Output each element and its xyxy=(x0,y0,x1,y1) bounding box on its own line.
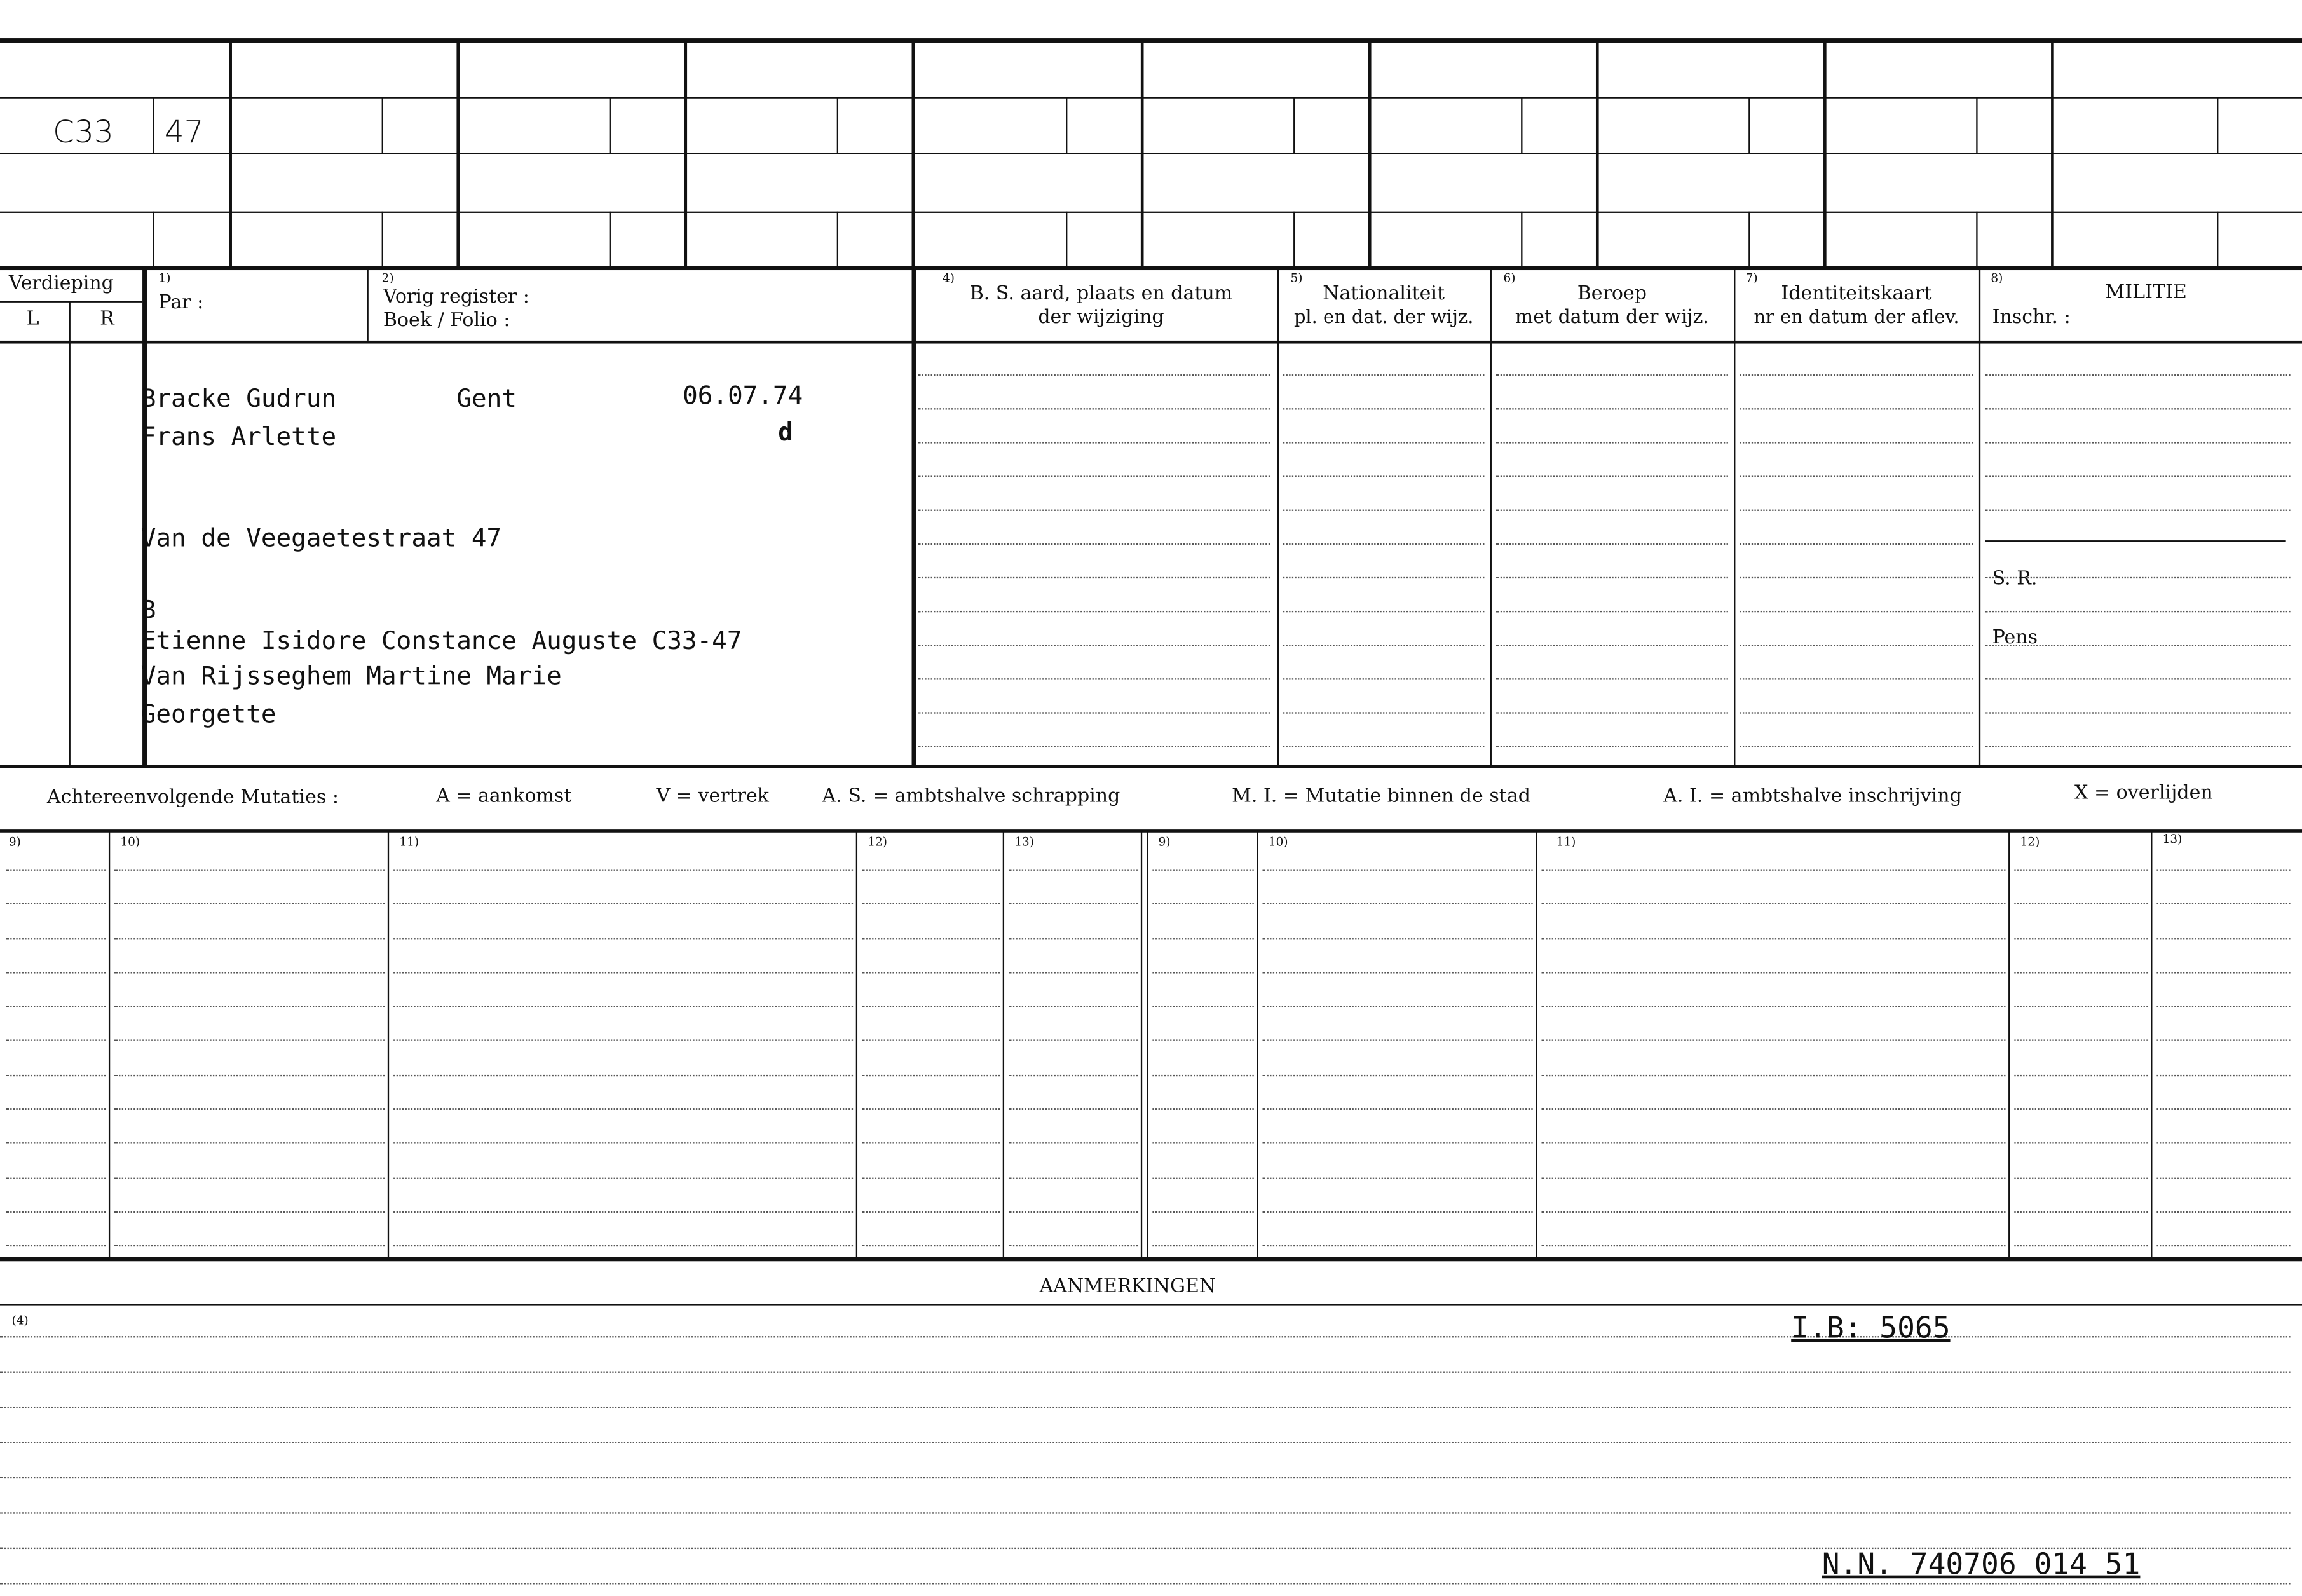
mut-center-double-line xyxy=(1141,831,1142,1257)
ruled-line xyxy=(2014,903,2148,904)
top-grid-sub-line xyxy=(610,97,611,153)
ruled-line xyxy=(114,870,385,871)
record-address: Van de Veegaetestraat 47 xyxy=(140,524,502,554)
ruled-line xyxy=(6,1039,106,1040)
ruled-line xyxy=(1152,870,1253,871)
legend-mutatie: M. I. = Mutatie binnen de stad xyxy=(1232,785,1530,808)
ruled-line xyxy=(6,1142,106,1143)
ruled-line xyxy=(1009,1006,1138,1007)
record-line1-date: 06.07.74 xyxy=(683,381,803,411)
ruled-line xyxy=(862,1245,1000,1246)
ruled-line xyxy=(1496,746,1728,747)
mut-col-line xyxy=(109,831,110,1257)
remarks-title-line xyxy=(0,1304,2302,1305)
ruled-line xyxy=(2156,1039,2290,1040)
ruled-line xyxy=(1283,374,1484,376)
ruled-line xyxy=(0,1583,2291,1584)
ruled-line xyxy=(114,1178,385,1179)
top-grid-col-line xyxy=(912,41,915,266)
ruled-line xyxy=(393,1142,853,1143)
ruled-line xyxy=(1496,442,1728,443)
ruled-line xyxy=(1496,678,1728,679)
ruled-line xyxy=(1263,1039,1533,1040)
ruled-line xyxy=(0,1477,2291,1478)
mut-col-line xyxy=(856,831,857,1257)
ruled-line xyxy=(2156,1178,2290,1179)
ruled-line xyxy=(2156,1108,2290,1110)
ruled-line xyxy=(1542,1108,2006,1110)
ruled-line xyxy=(393,938,853,939)
militie-header: MILITIE xyxy=(2105,282,2187,304)
ruled-line xyxy=(1740,577,1973,578)
record-line1-name: Bracke Gudrun xyxy=(140,385,337,414)
ruled-line xyxy=(1985,678,2290,679)
ruled-line xyxy=(1496,543,1728,545)
ruled-line xyxy=(1009,1178,1138,1179)
ruled-line xyxy=(393,1211,853,1213)
mut-left-col-11: 11) xyxy=(399,835,419,849)
legend-overlijden: X = overlijden xyxy=(2074,782,2213,805)
ruled-line xyxy=(1985,746,2290,747)
ruled-line xyxy=(1740,510,1973,511)
ruled-line xyxy=(0,1372,2291,1373)
ruled-line xyxy=(1740,611,1973,612)
ruled-line xyxy=(2156,870,2290,871)
ruled-line xyxy=(0,1512,2291,1513)
header-col-line xyxy=(1277,266,1279,767)
ruled-line xyxy=(1009,972,1138,973)
ruled-line xyxy=(2156,1211,2290,1213)
ruled-line xyxy=(1740,475,1973,477)
ruled-line xyxy=(6,1108,106,1110)
ruled-line xyxy=(393,1245,853,1246)
record-bottom-line xyxy=(0,765,2302,768)
ruled-line xyxy=(393,870,853,871)
ruled-line xyxy=(1740,712,1973,713)
ruled-line xyxy=(114,938,385,939)
verdieping-label: Verdieping xyxy=(8,273,114,296)
ruled-line xyxy=(1283,712,1484,713)
top-grid-sub-line xyxy=(2217,97,2218,153)
ruled-line xyxy=(1263,1075,1533,1076)
ruled-line xyxy=(6,903,106,904)
ruled-line xyxy=(2014,972,2148,973)
ruled-line xyxy=(1152,1075,1253,1076)
ruled-line xyxy=(1152,1211,1253,1213)
top-grid-sub-line xyxy=(1976,97,1977,153)
mut-col-line xyxy=(1257,831,1258,1257)
mut-col-line xyxy=(388,831,389,1257)
ruled-line xyxy=(1542,903,2006,904)
remarks-number: (4) xyxy=(11,1314,29,1328)
top-grid-col-line xyxy=(153,97,154,153)
ruled-line xyxy=(1009,1075,1138,1076)
header-col-line xyxy=(69,301,71,767)
ruled-line xyxy=(862,1006,1000,1007)
col-number-2: 2) xyxy=(381,271,394,285)
ruled-line xyxy=(1152,903,1253,904)
ruled-line xyxy=(1009,1245,1138,1246)
ruled-line xyxy=(0,1407,2291,1408)
vorig-register-label: Vorig register : xyxy=(383,286,529,309)
top-grid-sub-line xyxy=(382,212,383,266)
ruled-line xyxy=(1152,1006,1253,1007)
top-grid-sub-line xyxy=(2217,212,2218,266)
ruled-line xyxy=(1740,442,1973,443)
ruled-line xyxy=(1263,870,1533,871)
boek-folio-label: Boek / Folio : xyxy=(383,310,510,332)
ruled-line xyxy=(1496,645,1728,646)
record-father: Etienne Isidore Constance Auguste C33-47 xyxy=(140,627,742,657)
top-grid-row-line xyxy=(0,97,2302,98)
ruled-line xyxy=(6,870,106,871)
ruled-line xyxy=(114,1006,385,1007)
ruled-line xyxy=(862,1075,1000,1076)
ruled-line xyxy=(2014,1142,2148,1143)
ruled-line xyxy=(1009,903,1138,904)
mutations-title: Achtereenvolgende Mutaties : xyxy=(46,787,339,809)
mut-col-line xyxy=(1536,831,1537,1257)
dossier-number: 47 xyxy=(164,114,204,150)
ruled-line xyxy=(1496,577,1728,578)
top-grid-sub-line xyxy=(1976,212,1977,266)
ruled-line xyxy=(918,746,1270,747)
ruled-line xyxy=(2156,972,2290,973)
top-grid-sub-line xyxy=(837,212,838,266)
top-grid-sub-line xyxy=(382,97,383,153)
ruled-line xyxy=(1263,1245,1533,1246)
header-top-border xyxy=(0,266,2302,270)
top-grid-col-line xyxy=(1596,41,1599,266)
mut-right-col-11: 11) xyxy=(1556,835,1576,849)
mut-left-col-12: 12) xyxy=(868,835,887,849)
ruled-line xyxy=(0,1442,2291,1443)
top-grid-row-line xyxy=(0,212,2302,213)
ruled-line xyxy=(6,1006,106,1007)
bs-header-line2: der wijziging xyxy=(1038,306,1164,329)
ruled-line xyxy=(1542,1075,2006,1076)
ruled-line xyxy=(1740,645,1973,646)
mut-col-line xyxy=(2008,831,2010,1257)
ruled-line xyxy=(2014,870,2148,871)
ruled-line xyxy=(918,510,1270,511)
record-letter: B xyxy=(140,596,156,626)
top-grid-col-line xyxy=(684,41,687,266)
mutations-bottom-line xyxy=(0,1257,2302,1261)
nationality-header-line2: pl. en dat. der wijz. xyxy=(1293,305,1474,328)
mut-left-col-9: 9) xyxy=(8,835,21,849)
ruled-line xyxy=(1740,678,1973,679)
ruled-line xyxy=(1152,1142,1253,1143)
ruled-line xyxy=(114,972,385,973)
ruled-line xyxy=(114,1039,385,1040)
ruled-line xyxy=(918,712,1270,713)
legend-vertrek: V = vertrek xyxy=(656,785,770,808)
ruled-line xyxy=(393,903,853,904)
ruled-line xyxy=(2014,1006,2148,1007)
top-grid-col-line xyxy=(1368,41,1372,266)
ruled-line xyxy=(862,1108,1000,1110)
top-grid-sub-line xyxy=(610,212,611,266)
ruled-line xyxy=(2014,1211,2148,1213)
ruled-line xyxy=(1542,1039,2006,1040)
ruled-line xyxy=(1263,903,1533,904)
legend-inschrijving: A. I. = ambtshalve inschrijving xyxy=(1663,785,1962,808)
ruled-line xyxy=(2156,1006,2290,1007)
legend-aankomst: A = aankomst xyxy=(436,785,572,808)
ruled-line xyxy=(1496,408,1728,409)
ruled-line xyxy=(2014,1039,2148,1040)
ruled-line xyxy=(1496,374,1728,376)
top-grid-sub-line xyxy=(1748,97,1750,153)
ruled-line xyxy=(2156,1075,2290,1076)
ruled-line xyxy=(1263,972,1533,973)
ruled-line xyxy=(1009,1108,1138,1110)
top-grid-sub-line xyxy=(1521,97,1522,153)
profession-header-line1: Beroep xyxy=(1577,283,1647,306)
ruled-line xyxy=(2014,1178,2148,1179)
ruled-line xyxy=(114,1211,385,1213)
col-number-6: 6) xyxy=(1503,271,1516,285)
top-grid-sub-line xyxy=(1521,212,1522,266)
ruled-line xyxy=(1009,870,1138,871)
col-number-5: 5) xyxy=(1290,271,1303,285)
header-col-line xyxy=(367,266,369,341)
dossier-code: C33 xyxy=(53,114,114,150)
right-label: R xyxy=(100,308,114,331)
ruled-line xyxy=(1496,510,1728,511)
ruled-line xyxy=(1009,1142,1138,1143)
top-grid-row-line xyxy=(0,153,2302,154)
ruled-line xyxy=(1542,972,2006,973)
sr-label: S. R. xyxy=(1992,568,2038,590)
top-grid-sub-line xyxy=(1066,97,1067,153)
ruled-line xyxy=(1263,938,1533,939)
ruled-line xyxy=(114,903,385,904)
ruled-line xyxy=(2014,1108,2148,1110)
ruled-line xyxy=(6,938,106,939)
par-label: Par : xyxy=(158,292,204,315)
top-grid-sub-line xyxy=(1293,97,1295,153)
profession-header-line2: met datum der wijz. xyxy=(1515,306,1710,329)
ruled-line xyxy=(1542,1178,2006,1179)
ruled-line xyxy=(1283,645,1484,646)
ruled-line xyxy=(1740,408,1973,409)
left-label: L xyxy=(26,308,39,331)
ruled-line xyxy=(918,475,1270,477)
ruled-line xyxy=(1496,475,1728,477)
ruled-line xyxy=(1152,1178,1253,1179)
ruled-line xyxy=(393,1006,853,1007)
mut-right-col-9: 9) xyxy=(1158,835,1171,849)
mut-center-double-line xyxy=(1147,831,1148,1257)
ruled-line xyxy=(1283,442,1484,443)
verdieping-divider xyxy=(0,301,142,303)
ruled-line xyxy=(862,1178,1000,1179)
ruled-line xyxy=(1283,746,1484,747)
ruled-line xyxy=(1283,408,1484,409)
ruled-line xyxy=(1542,1006,2006,1007)
nationality-header-line1: Nationaliteit xyxy=(1323,283,1445,306)
ruled-line xyxy=(918,577,1270,578)
ruled-line xyxy=(918,678,1270,679)
ruled-line xyxy=(862,938,1000,939)
ruled-line xyxy=(1283,510,1484,511)
ruled-line xyxy=(393,1178,853,1179)
mut-right-col-12: 12) xyxy=(2020,835,2040,849)
ruled-line xyxy=(1152,938,1253,939)
top-grid-col-line xyxy=(456,41,460,266)
ruled-line xyxy=(862,870,1000,871)
mut-col-line xyxy=(2151,831,2152,1257)
legend-schrapping: A. S. = ambtshalve schrapping xyxy=(822,785,1120,808)
ruled-line xyxy=(1542,938,2006,939)
ruled-line xyxy=(114,1108,385,1110)
ruled-line xyxy=(1263,1142,1533,1143)
ruled-line xyxy=(862,1142,1000,1143)
mut-col-line xyxy=(1003,831,1004,1257)
header-col-line xyxy=(1734,266,1735,767)
ruled-line xyxy=(114,1075,385,1076)
ruled-line xyxy=(1263,1211,1533,1213)
top-grid-col-line xyxy=(2051,41,2054,266)
ruled-line xyxy=(6,972,106,973)
ruled-line xyxy=(6,1245,106,1246)
top-border xyxy=(0,38,2302,43)
top-grid-sub-line xyxy=(1066,212,1067,266)
ruled-line xyxy=(1009,938,1138,939)
record-line2-name: Frans Arlette xyxy=(140,423,337,453)
ruled-line xyxy=(6,1178,106,1179)
record-line2-mark: d xyxy=(778,418,793,448)
top-grid-col-line xyxy=(1141,41,1144,266)
bs-header-line1: B. S. aard, plaats en datum xyxy=(969,283,1233,306)
ruled-line xyxy=(2156,938,2290,939)
pens-label: Pens xyxy=(1992,627,2038,650)
ruled-line xyxy=(1542,1245,2006,1246)
mut-right-col-13: 13) xyxy=(2162,832,2183,846)
ruled-line xyxy=(1263,1006,1533,1007)
ruled-line xyxy=(862,903,1000,904)
inschr-label: Inschr. : xyxy=(1992,306,2071,329)
ruled-line xyxy=(1283,543,1484,545)
ruled-line xyxy=(393,1108,853,1110)
col-number-7: 7) xyxy=(1745,271,1758,285)
ruled-line xyxy=(114,1245,385,1246)
ruled-line xyxy=(1152,1108,1253,1110)
id-card-header-line2: nr en datum der aflev. xyxy=(1754,305,1959,328)
ruled-line xyxy=(1740,746,1973,747)
record-mother: Van Rijsseghem Martine Marie xyxy=(140,662,562,692)
ruled-line xyxy=(918,442,1270,443)
ruled-line xyxy=(1985,475,2290,477)
ruled-line xyxy=(918,611,1270,612)
ruled-line xyxy=(1985,611,2290,612)
ruled-line xyxy=(1263,1108,1533,1110)
ruled-line xyxy=(1985,442,2290,443)
col-number-1: 1) xyxy=(158,271,171,285)
ruled-line xyxy=(6,1211,106,1213)
ruled-line xyxy=(2156,903,2290,904)
ruled-line xyxy=(1283,678,1484,679)
ruled-line xyxy=(862,972,1000,973)
ruled-line xyxy=(1740,374,1973,376)
header-col-line xyxy=(1490,266,1492,767)
ruled-line xyxy=(2014,1075,2148,1076)
mut-right-col-10: 10) xyxy=(1268,835,1288,849)
mutations-top-line xyxy=(0,829,2302,833)
top-grid-col-line xyxy=(153,212,154,266)
header-col-line xyxy=(912,266,916,767)
ruled-line xyxy=(1152,1039,1253,1040)
ruled-line xyxy=(393,1039,853,1040)
ruled-line xyxy=(862,1211,1000,1213)
ruled-line xyxy=(2014,1245,2148,1246)
ruled-line xyxy=(2156,1245,2290,1246)
ruled-line xyxy=(2156,1142,2290,1143)
ruled-line xyxy=(1152,972,1253,973)
ruled-line xyxy=(1740,543,1973,545)
ruled-line xyxy=(1542,870,2006,871)
ruled-line xyxy=(918,645,1270,646)
header-bottom-line xyxy=(0,341,2302,344)
header-col-line xyxy=(1979,266,1980,767)
top-grid-col-line xyxy=(229,41,232,266)
ruled-line xyxy=(1496,611,1728,612)
record-mother-cont: Georgette xyxy=(140,700,276,730)
top-grid-sub-line xyxy=(1748,212,1750,266)
mut-left-col-13: 13) xyxy=(1014,835,1034,849)
ruled-line xyxy=(862,1039,1000,1040)
ruled-line xyxy=(1283,475,1484,477)
ruled-line xyxy=(1542,1211,2006,1213)
national-number: N.N. 740706 014 51 xyxy=(1822,1546,2141,1581)
col-number-8: 8) xyxy=(1991,271,2003,285)
ruled-line xyxy=(2014,938,2148,939)
top-grid-sub-line xyxy=(1293,212,1295,266)
ruled-line xyxy=(918,374,1270,376)
top-grid-col-line xyxy=(1823,41,1827,266)
ruled-line xyxy=(393,972,853,973)
ruled-line xyxy=(1496,712,1728,713)
id-card-header-line1: Identiteitskaart xyxy=(1781,283,1932,306)
record-line1-place: Gent xyxy=(456,385,517,414)
ruled-line xyxy=(1985,408,2290,409)
remarks-ib-number: I.B: 5065 xyxy=(1791,1309,1951,1345)
ruled-line xyxy=(1542,1142,2006,1143)
ruled-line xyxy=(1985,374,2290,376)
ruled-line xyxy=(1009,1039,1138,1040)
col-number-4: 4) xyxy=(943,271,955,285)
ruled-line xyxy=(918,543,1270,545)
mut-left-col-10: 10) xyxy=(120,835,140,849)
ruled-line xyxy=(1985,712,2290,713)
ruled-line xyxy=(114,1142,385,1143)
top-grid-sub-line xyxy=(837,97,838,153)
ruled-line xyxy=(393,1075,853,1076)
ruled-line xyxy=(1283,611,1484,612)
militie-solid-line xyxy=(1985,540,2286,542)
ruled-line xyxy=(918,408,1270,409)
ruled-line xyxy=(1152,1245,1253,1246)
ruled-line xyxy=(1009,1211,1138,1213)
ruled-line xyxy=(1985,510,2290,511)
remarks-title: AANMERKINGEN xyxy=(1039,1276,1216,1299)
ruled-line xyxy=(6,1075,106,1076)
ruled-line xyxy=(1283,577,1484,578)
ruled-line xyxy=(1263,1178,1533,1179)
